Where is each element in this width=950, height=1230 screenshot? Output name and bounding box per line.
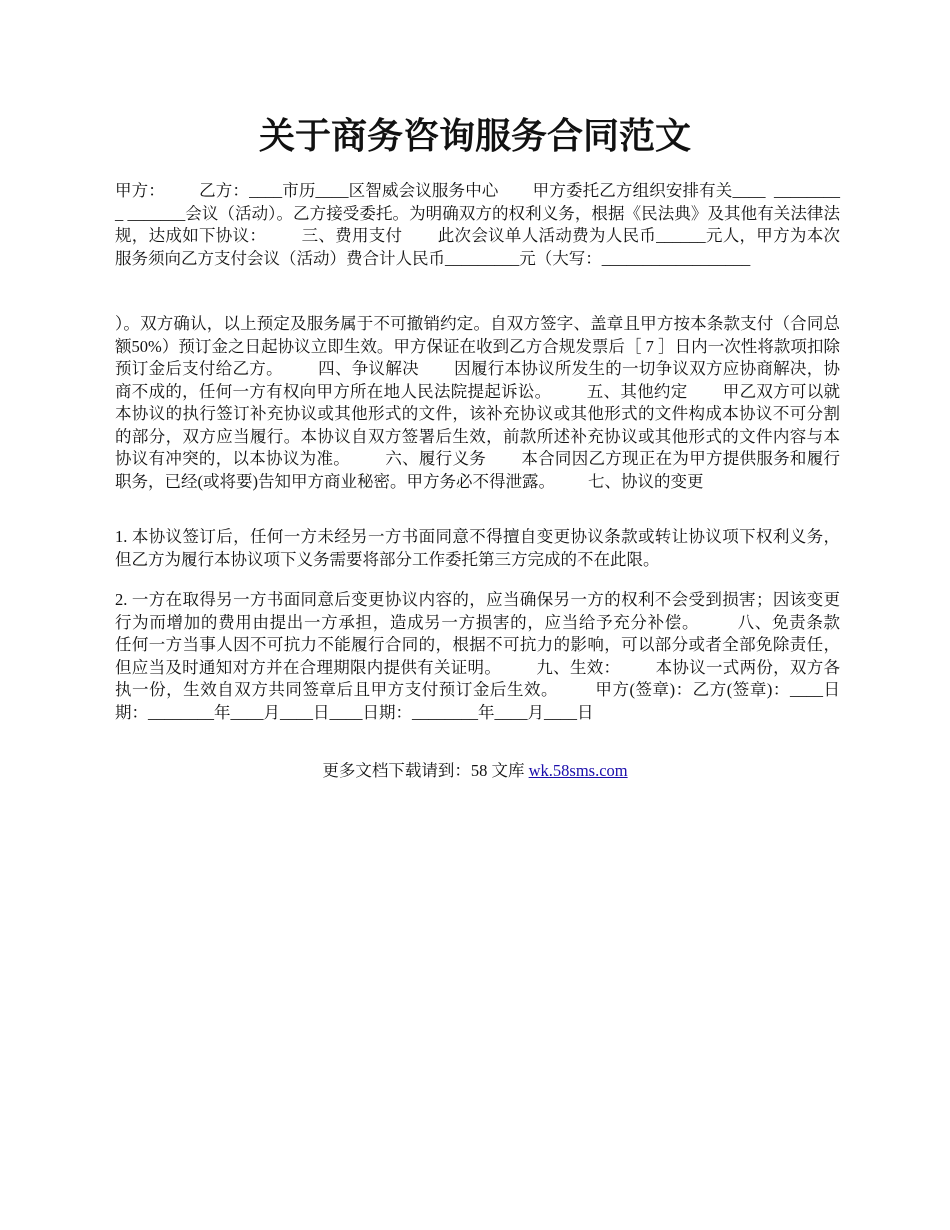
footer-text: 更多文档下载请到：58 文库 xyxy=(322,761,529,780)
contract-paragraph-2: ）。双方确认，以上预定及服务属于不可撤销约定。自双方签字、盖章且甲方按本条款支付（合同总额50%）预订金之日起协议立即生效。甲方保证在收到乙方合规发票后［ 7 ］日内一次性将款项扣除预订金后支付给乙方。 四、争议解决 因履行本协议所发生的一切争议双方应协商解决，协商不成的，任何一方有权向甲方所在地人民法院提起诉讼。 五、其他约定 甲乙双方可以就本协议的执行签订补充协议或其他形式的文件，该补充协议或其他形式的文件构成本协议不可分割的部分，双方应当履行。本协议自双方签署后生效，前款所述补充协议或其他形式的文件内容与本协议有冲突的，以本协议为准。 六、履行义务 本合同因乙方现正在为甲方提供服务和履行职务，已经(或将要)告知甲方商业秘密。甲方务必不得泄露。 七、协议的变更 xyxy=(115,314,840,491)
footer-link[interactable]: wk.58sms.com xyxy=(528,761,628,780)
contract-paragraph-1: 甲方： 乙方：____市历____区智威会议服务中心 甲方委托乙方组织安排有关____ _________ _______会议（活动）。乙方接受委托。为明确双方的权利义务，根据《民法典》及其他有关法律法规，达成如下协议： 三、费用支付 此次会议单人活动费为人民币______元人，甲方为本次服务须向乙方支付会议（活动）费合计人民币_________元（大写：__________________ xyxy=(115,181,840,268)
contract-paragraph-4: 2. 一方在取得另一方书面同意后变更协议内容的，应当确保另一方的权利不会受到损害；因该变更行为而增加的费用由提出一方承担，造成另一方损害的，应当给予充分补偿。 八、免责条款 任何一方当事人因不可抗力不能履行合同的，根据不可抗力的影响，可以部分或者全部免除责任，但应当及时通知对方并在合理期限内提供有关证明。 九、生效： 本协议一式两份，双方各执一份，生效自双方共同签章后且甲方支付预订金后生效。 甲方(签章)：乙方(签章)：____日期：________年____月____日____日期：________年____月____日 xyxy=(115,590,873,722)
download-footer xyxy=(0,760,950,782)
document-title: 关于商务咨询服务合同范文 xyxy=(258,116,691,156)
contract-paragraph-3: 1. 本协议签订后，任何一方未经另一方书面同意不得擅自变更协议条款或转让协议项下权利义务，但乙方为履行本协议项下义务需要将部分工作委托第三方完成的不在此限。 xyxy=(115,527,840,569)
